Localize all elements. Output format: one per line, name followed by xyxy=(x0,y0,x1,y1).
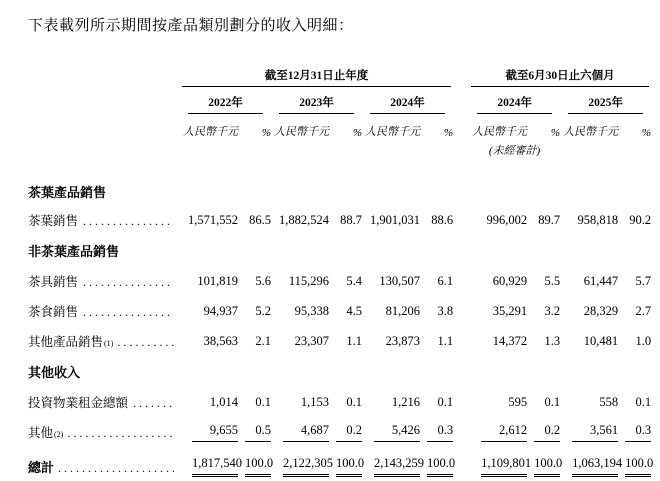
cell-amount: 3,561 xyxy=(560,417,618,447)
row-label: 茶具銷售 xyxy=(28,275,79,289)
revenue-table xyxy=(28,57,654,481)
percent-label: % xyxy=(443,127,454,139)
unit-label: 人民幣千元 xyxy=(183,126,238,138)
cell-amount: 35,291 xyxy=(492,303,528,318)
dot-leader xyxy=(83,275,174,290)
table-row-tea-sales xyxy=(28,205,651,235)
table-row-teaware-sales xyxy=(28,266,651,296)
header-note-row xyxy=(28,139,651,161)
cell-amount: 38,563 xyxy=(203,333,238,348)
dot-leader xyxy=(67,426,174,441)
cell-amount: 130,507 xyxy=(379,273,420,288)
cell-percent: 3.2 xyxy=(544,303,561,318)
spacer-cell xyxy=(453,296,469,326)
cell-amount: 1,063,194 xyxy=(560,447,618,481)
cell-percent: 5.4 xyxy=(346,273,362,288)
empty-cell xyxy=(28,87,180,114)
unit-label: 人民幣千元 xyxy=(563,126,619,138)
cell-percent: 0.1 xyxy=(346,394,362,409)
dot-leader xyxy=(117,335,174,350)
spacer-cell xyxy=(453,447,469,481)
row-label: 總計 xyxy=(28,459,55,475)
section-row-other-income xyxy=(28,356,651,387)
cell-amount: 2,143,259 xyxy=(362,447,420,481)
percent-label: % xyxy=(641,127,652,139)
empty-cell xyxy=(28,139,180,161)
cell-amount: 61,447 xyxy=(583,273,619,288)
header-period-row xyxy=(28,57,651,87)
cell-percent: 2.1 xyxy=(255,333,271,348)
cell-percent: 0.1 xyxy=(437,394,454,409)
cell-amount: 4,687 xyxy=(271,417,329,447)
empty-cell xyxy=(28,57,180,87)
spacer-cell xyxy=(453,266,469,296)
percent-label: % xyxy=(261,127,271,139)
spacer-cell xyxy=(453,87,469,114)
dot-leader xyxy=(58,461,174,476)
table-row-rental-income xyxy=(28,387,651,417)
spacer-cell xyxy=(453,139,469,161)
section-label: 其他收入 xyxy=(28,365,81,380)
page-title: 下表載列所示期間按產品類別劃分的收入明細： xyxy=(28,18,354,34)
section-row-tea-products xyxy=(28,161,651,205)
spacer-cell xyxy=(453,417,469,447)
cell-percent: 86.5 xyxy=(249,212,271,227)
cell-percent: 5.6 xyxy=(255,273,271,288)
row-label-cell xyxy=(28,447,180,481)
cell-percent: 0.3 xyxy=(420,417,453,447)
col-group-annual: 截至12月31日止年度 xyxy=(180,57,453,87)
cell-percent: 0.3 xyxy=(618,417,651,447)
spacer-cell xyxy=(453,387,469,417)
cell-amount: 1,882,524 xyxy=(279,212,329,227)
cell-amount: 95,338 xyxy=(294,303,329,318)
cell-percent: 5.2 xyxy=(255,303,271,318)
dot-leader xyxy=(83,305,174,320)
header-unit-row xyxy=(28,114,651,139)
spacer-cell xyxy=(453,114,469,139)
row-label-cell xyxy=(28,266,180,296)
cell-percent: 0.2 xyxy=(527,417,560,447)
row-label: 其他產品銷售 xyxy=(28,335,104,349)
cell-amount: 1,901,031 xyxy=(370,212,420,227)
cell-amount: 81,206 xyxy=(385,303,420,318)
cell-percent: 1.1 xyxy=(437,333,454,348)
cell-percent: 4.5 xyxy=(346,303,362,318)
cell-amount: 60,929 xyxy=(492,273,528,288)
year-2022: 2022年 xyxy=(180,87,271,114)
cell-amount: 9,655 xyxy=(180,417,238,447)
row-label-cell: 其他 (2) . . . xyxy=(28,417,180,447)
cell-percent: 100.0 xyxy=(238,447,271,481)
cell-percent: 5.5 xyxy=(544,273,561,288)
table-row-others xyxy=(28,417,651,447)
dot-leader xyxy=(133,396,174,411)
row-label: 茶葉銷售 xyxy=(28,214,79,228)
cell-percent: 6.1 xyxy=(437,273,454,288)
empty-cell xyxy=(28,114,180,139)
cell-percent: 0.1 xyxy=(255,394,271,409)
cell-amount: 28,329 xyxy=(583,303,619,318)
cell-amount: 10,481 xyxy=(583,333,619,348)
cell-amount: 23,307 xyxy=(294,333,329,348)
year-2025-interim: 2025年 xyxy=(560,87,651,114)
cell-amount: 2,612 xyxy=(469,417,527,447)
row-label: 茶食銷售 xyxy=(28,305,79,319)
row-label-cell xyxy=(28,387,180,417)
cell-amount: 1,817,540 xyxy=(180,447,238,481)
year-2023: 2023年 xyxy=(271,87,362,114)
dot-leader xyxy=(83,214,174,229)
cell-amount: 94,937 xyxy=(203,303,238,318)
unaudited-note: (未經審計) xyxy=(488,145,541,157)
cell-percent: 100.0 xyxy=(527,447,560,481)
cell-percent: 0.1 xyxy=(544,394,561,409)
header-year-row xyxy=(28,87,651,114)
spacer-cell xyxy=(453,326,469,356)
cell-amount: 1,153 xyxy=(300,394,329,409)
cell-amount: 1,014 xyxy=(209,394,238,409)
spacer-cell xyxy=(453,57,469,87)
empty-cell xyxy=(180,139,453,161)
table-row-other-product-sales xyxy=(28,326,651,356)
cell-amount: 996,002 xyxy=(486,212,528,227)
cell-amount: 958,818 xyxy=(577,212,619,227)
table-row-tea-food-sales xyxy=(28,296,651,326)
cell-percent: 1.1 xyxy=(346,333,362,348)
cell-percent: 89.7 xyxy=(538,212,561,227)
cell-amount: 115,296 xyxy=(288,273,329,288)
spacer-cell xyxy=(453,205,469,235)
cell-percent: 3.8 xyxy=(437,303,454,318)
cell-percent: 100.0 xyxy=(618,447,651,481)
section-label: 非茶葉產品銷售 xyxy=(28,244,120,259)
cell-percent: 88.6 xyxy=(431,212,454,227)
cell-percent: 1.3 xyxy=(544,333,561,348)
cell-amount: 14,372 xyxy=(492,333,528,348)
cell-amount: 1,109,801 xyxy=(469,447,527,481)
row-label-cell xyxy=(28,205,180,235)
section-label: 茶葉產品銷售 xyxy=(28,184,107,200)
cell-percent: 2.7 xyxy=(635,303,652,318)
cell-percent: 0.1 xyxy=(635,394,652,409)
year-2024: 2024年 xyxy=(362,87,453,114)
cell-amount: 23,873 xyxy=(385,333,420,348)
section-row-non-tea-products xyxy=(28,235,651,266)
cell-percent: 1.0 xyxy=(635,333,652,348)
cell-percent: 100.0 xyxy=(420,447,453,481)
col-group-interim: 截至6月30日止六個月 xyxy=(469,57,651,87)
percent-label: % xyxy=(352,127,362,139)
row-label-cell xyxy=(28,296,180,326)
cell-amount: 1,571,552 xyxy=(188,212,238,227)
cell-amount: 558 xyxy=(599,394,619,409)
table-row-total xyxy=(28,447,651,481)
row-label: 投資物業租金總額 xyxy=(28,396,129,410)
cell-percent: 0.2 xyxy=(329,417,362,447)
cell-amount: 595 xyxy=(508,394,528,409)
cell-percent: 5.7 xyxy=(635,273,652,288)
percent-label: % xyxy=(550,127,561,139)
row-label-cell: 其他產品銷售 (1) . . . xyxy=(28,326,180,356)
unit-label: 人民幣千元 xyxy=(365,126,420,138)
cell-percent: 88.7 xyxy=(340,212,362,227)
cell-percent: 0.5 xyxy=(238,417,271,447)
empty-cell xyxy=(560,139,651,161)
year-2024-interim: 2024年 xyxy=(469,87,560,114)
cell-percent: 100.0 xyxy=(329,447,362,481)
row-label: 其他 xyxy=(28,426,54,440)
cell-amount: 2,122,305 xyxy=(271,447,329,481)
cell-amount: 5,426 xyxy=(362,417,420,447)
cell-amount: 1,216 xyxy=(391,394,420,409)
cell-percent: 90.2 xyxy=(629,212,652,227)
cell-amount: 101,819 xyxy=(197,273,238,288)
unit-label: 人民幣千元 xyxy=(472,126,528,138)
unit-label: 人民幣千元 xyxy=(274,126,329,138)
